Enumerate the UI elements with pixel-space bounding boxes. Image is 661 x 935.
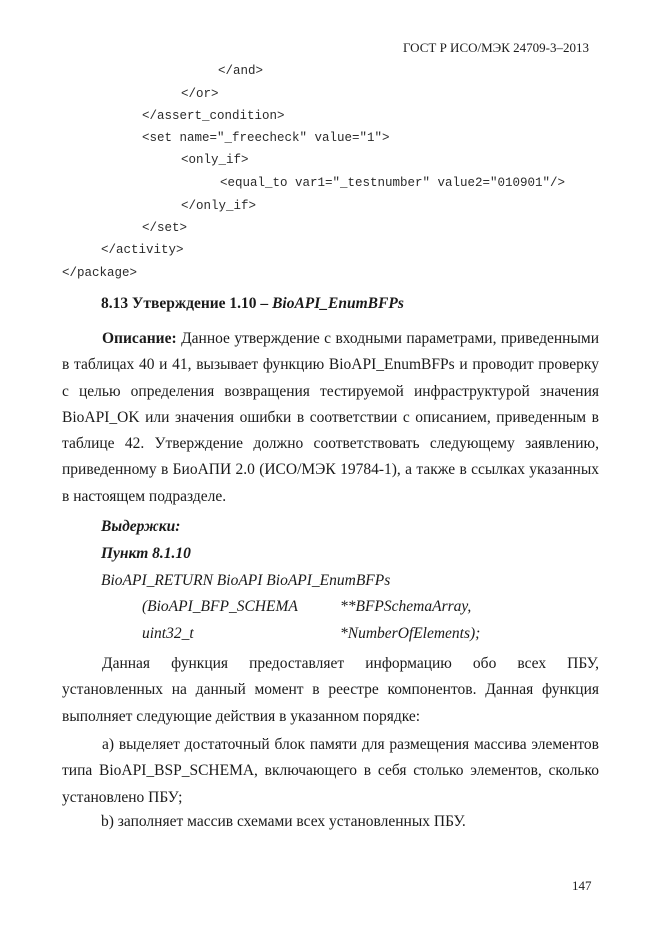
clause-label: Пункт 8.1.10	[101, 545, 191, 562]
param-name: *NumberOfElements);	[340, 625, 481, 642]
section-number-title: 8.13 Утверждение 1.10 –	[101, 295, 273, 312]
body-paragraph: Данная функция предоставляет информацию обо всех ПБУ, установленных на данный момент в реестре компонентов. Данная функция выполняет следующие действия в указанном порядке:	[62, 655, 599, 725]
code-line: </activity>	[101, 243, 184, 257]
param-type: (BioAPI_BFP_SCHEMA	[142, 598, 298, 615]
param-name: **BFPSchemaArray,	[340, 598, 472, 615]
document-header: ГОСТ Р ИСО/МЭК 24709-3–2013	[402, 40, 589, 55]
description-label: Описание:	[102, 330, 177, 347]
code-line: </only_if>	[181, 199, 257, 213]
code-line: </and>	[218, 64, 264, 78]
code-line: <equal_to var1="_testnumber" value2="010901"/>	[220, 176, 566, 190]
section-heading	[101, 295, 404, 313]
param-type: uint32_t	[142, 625, 194, 642]
code-line: <set name="_freecheck" value="1">	[142, 131, 390, 145]
description-paragraph	[62, 326, 599, 510]
code-line: </assert_condition>	[142, 109, 285, 123]
code-line: </set>	[142, 221, 188, 235]
code-line: </package>	[62, 266, 138, 280]
section-function-name: BioAPI_EnumBFPs	[272, 295, 404, 312]
excerpts-label: Выдержки:	[101, 518, 181, 535]
description-text: Данное утверждение с входными параметрами, приведенными в таблицах 40 и 41, вызывает функцию BioAPI_EnumBFPs и проводит проверку с целью определения возвращения тестируемой инфраструктурой значения BioAPI_OK или значения ошибки в соответствии с описанием, приведенным в таблице 42. Утверждение должно соответствовать следующему заявлению, приведенному в БиоАПИ 2.0 (ИСО/МЭК 19784-1), а также в ссылках указанных в настоящем подразделе.	[62, 330, 599, 505]
code-line: <only_if>	[181, 153, 249, 167]
page-number: 147	[572, 878, 592, 893]
list-item-b: b) заполняет массив схемами всех установленных ПБУ.	[101, 813, 466, 830]
function-signature: BioAPI_RETURN BioAPI BioAPI_EnumBFPs	[101, 572, 391, 589]
code-line: </or>	[181, 87, 219, 101]
list-item-a: а) выделяет достаточный блок памяти для размещения массива элементов типа BioAPI_BSP_SCHEMA, включающего в себя столько элементов, сколько установлено ПБУ;	[62, 736, 599, 806]
